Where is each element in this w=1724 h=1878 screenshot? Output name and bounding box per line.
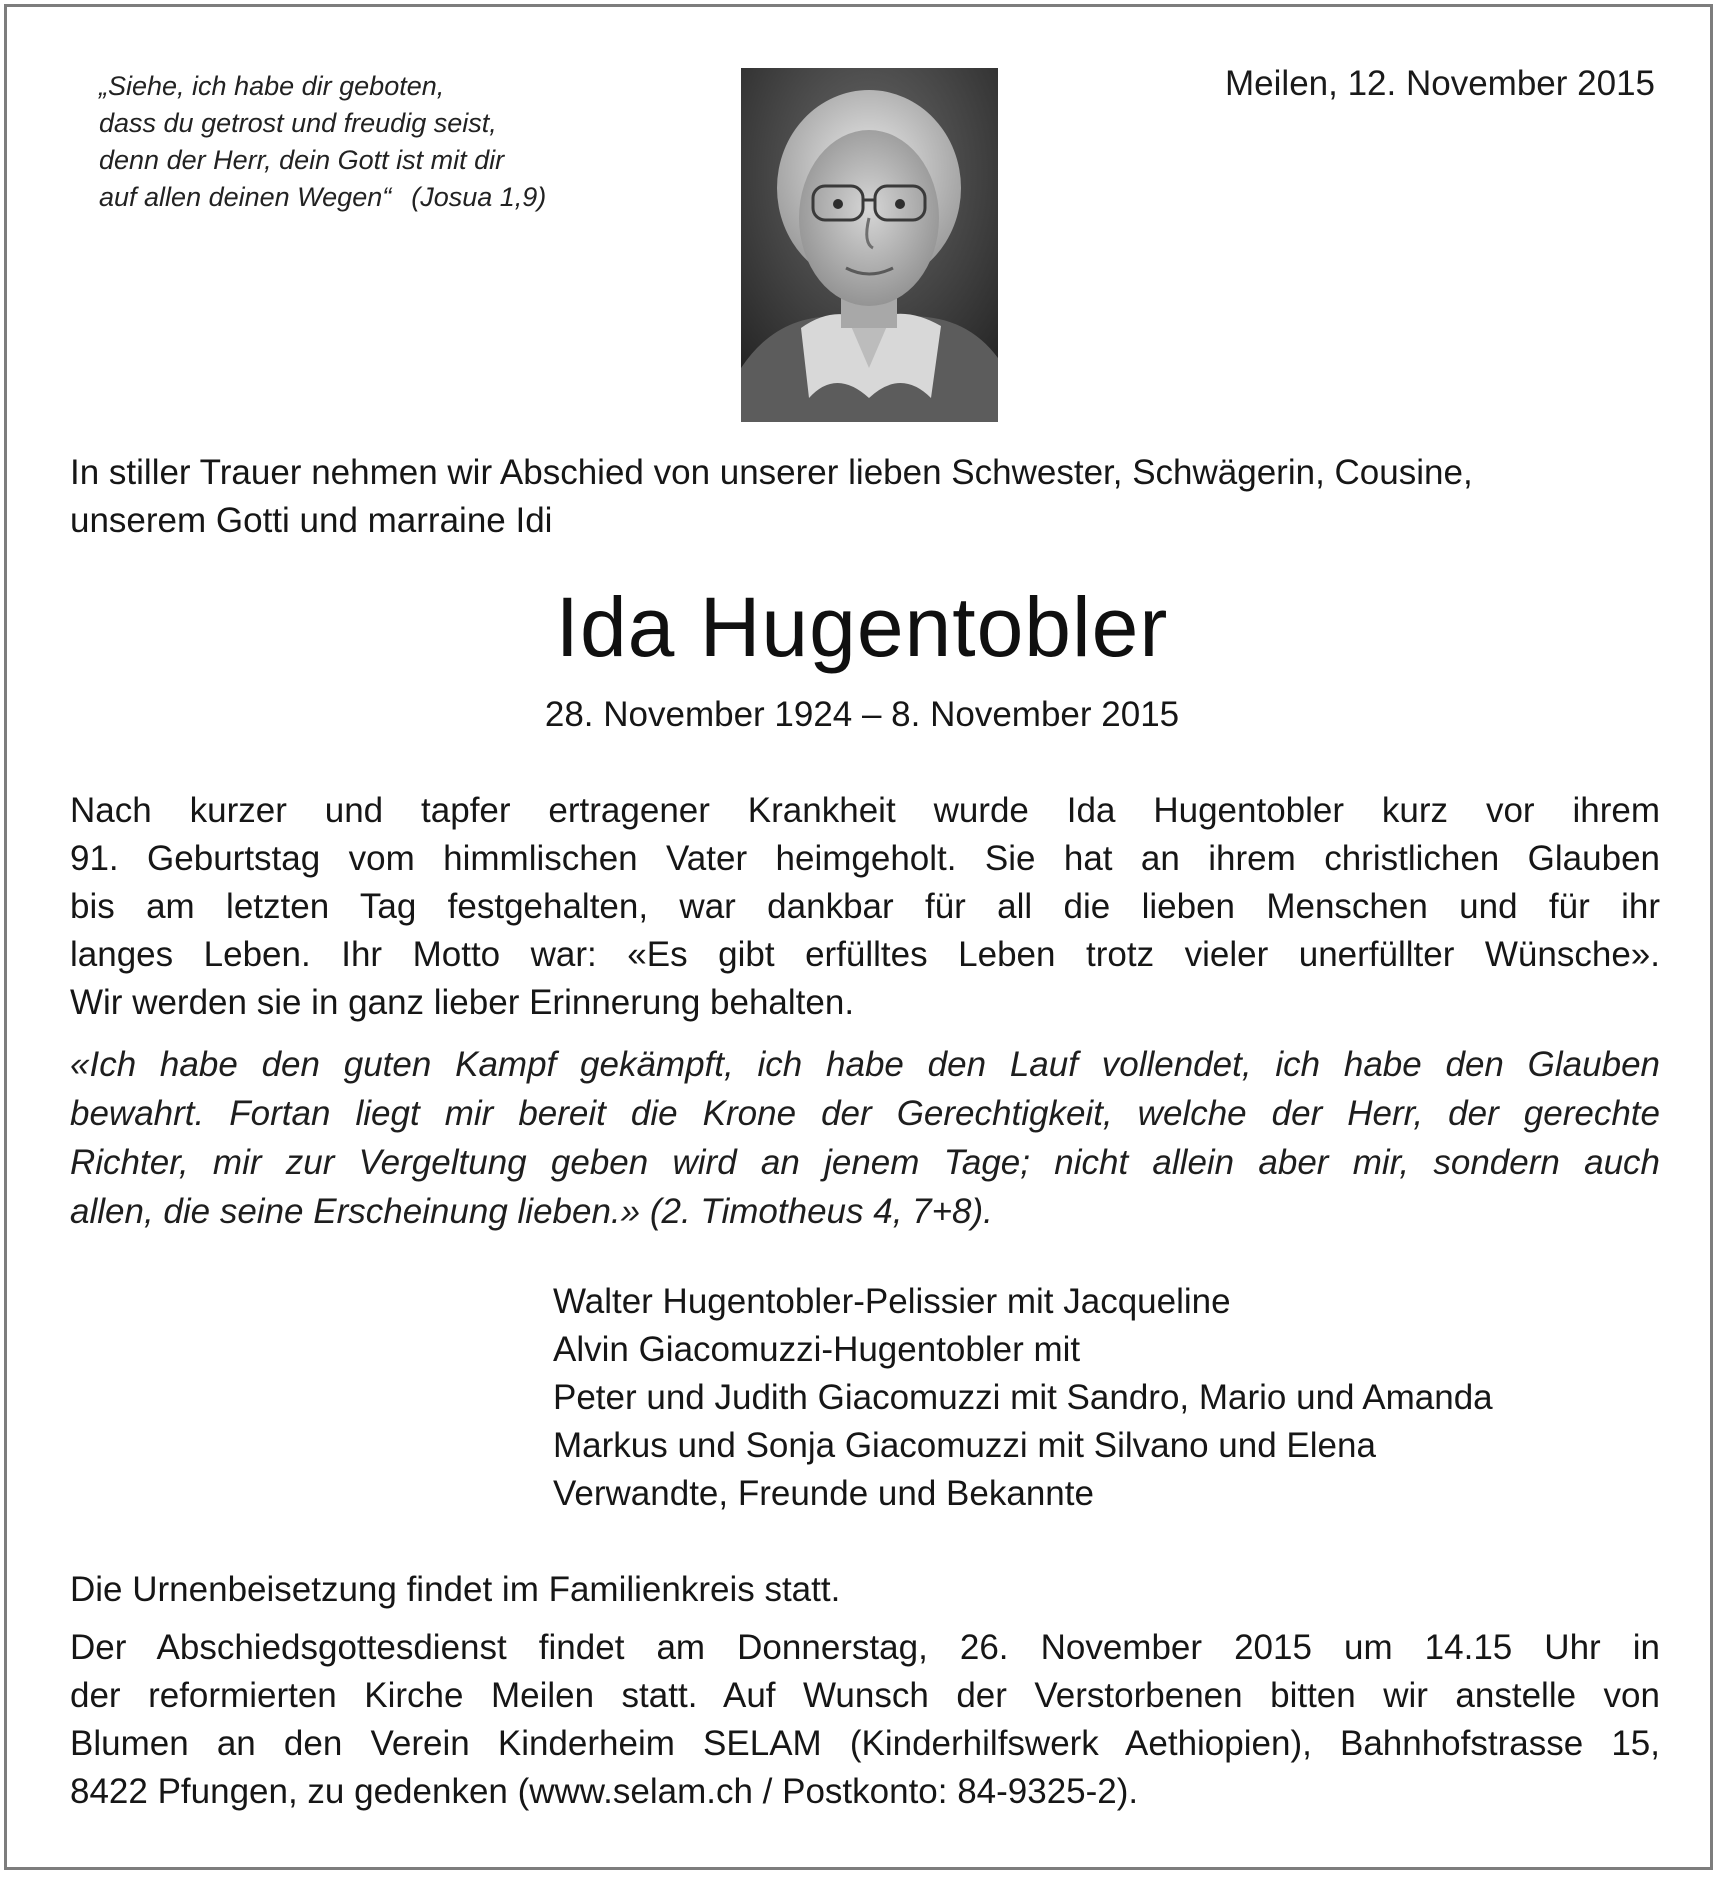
mourner-entry: Peter und Judith Giacomuzzi mit Sandro, Mario und Amanda	[553, 1378, 1493, 1417]
intro-line: In stiller Trauer nehmen wir Abschied von unserer lieben Schwester, Schwägerin, Cousine,	[70, 453, 1473, 492]
portrait-photo	[741, 68, 998, 422]
deceased-name: Ida Hugentobler	[555, 580, 1169, 674]
paragraph-line: bis am letzten Tag festgehalten, war dankbar für all die lieben Menschen und für ihr	[70, 887, 1660, 926]
biography-paragraph	[70, 787, 1660, 1027]
verse-line: denn der Herr, dein Gott ist mit dir	[99, 145, 505, 175]
burial-notice: Die Urnenbeisetzung findet im Familienkreis statt.	[70, 1570, 841, 1609]
mourner-entry: Walter Hugentobler-Pelissier mit Jacqueline	[553, 1282, 1231, 1321]
paragraph-line: 91. Geburtstag vom himmlischen Vater heimgeholt. Sie hat an ihrem christlichen Glauben	[70, 839, 1660, 878]
life-dates: 28. November 1924 – 8. November 2015	[544, 695, 1180, 734]
paragraph-line: langes Leben. Ihr Motto war: «Es gibt erfülltes Leben trotz vieler unerfüllter Wünsche».	[70, 935, 1660, 974]
service-line: der reformierten Kirche Meilen statt. Auf Wunsch der Verstorbenen bitten wir anstelle von	[70, 1676, 1660, 1715]
bible-verse	[99, 68, 619, 216]
verse-text: auf allen deinen Wegen“	[99, 182, 392, 212]
service-line: Der Abschiedsgottesdienst findet am Donnerstag, 26. November 2015 um 14.15 Uhr in	[70, 1628, 1660, 1667]
verse-line: dass du getrost und freudig seist,	[99, 108, 497, 138]
mourner-entry: Verwandte, Freunde und Bekannte	[553, 1474, 1094, 1513]
quote-line: Richter, mir zur Vergeltung geben wird an jenem Tage; nicht allein aber mir, sondern auch	[70, 1143, 1660, 1182]
quote-line: «Ich habe den guten Kampf gekämpft, ich habe den Lauf vollendet, ich habe den Glauben	[70, 1045, 1660, 1084]
quote-line: bewahrt. Fortan liegt mir bereit die Krone der Gerechtigkeit, welche der Herr, der gerechte	[70, 1094, 1660, 1133]
mourner-entry: Alvin Giacomuzzi-Hugentobler mit	[553, 1330, 1081, 1369]
mourner-entry: Markus und Sonja Giacomuzzi mit Silvano und Elena	[553, 1426, 1376, 1465]
service-notice	[70, 1624, 1660, 1816]
scripture-quote	[70, 1040, 1660, 1236]
mourners-list	[553, 1278, 1683, 1518]
quote-line: allen, die seine Erscheinung lieben.» (2. Timotheus 4, 7+8).	[70, 1192, 993, 1231]
paragraph-line: Wir werden sie in ganz lieber Erinnerung behalten.	[70, 983, 855, 1022]
place-and-date: Meilen, 12. November 2015	[1225, 64, 1655, 103]
service-line: 8422 Pfungen, zu gedenken (www.selam.ch / Postkonto: 84-9325-2).	[70, 1772, 1139, 1811]
intro-line: unserem Gotti und marraine Idi	[70, 501, 553, 540]
verse-reference: (Josua 1,9)	[411, 182, 547, 212]
portrait-icon	[741, 68, 998, 422]
verse-line-last	[99, 179, 619, 216]
intro-text	[70, 449, 1660, 545]
paragraph-line: Nach kurzer und tapfer ertragener Krankheit wurde Ida Hugentobler kurz vor ihrem	[70, 791, 1660, 830]
service-line: Blumen an den Verein Kinderheim SELAM (Kinderhilfswerk Aethiopien), Bahnhofstrasse 15,	[70, 1724, 1660, 1763]
verse-line: „Siehe, ich habe dir geboten,	[99, 71, 445, 101]
